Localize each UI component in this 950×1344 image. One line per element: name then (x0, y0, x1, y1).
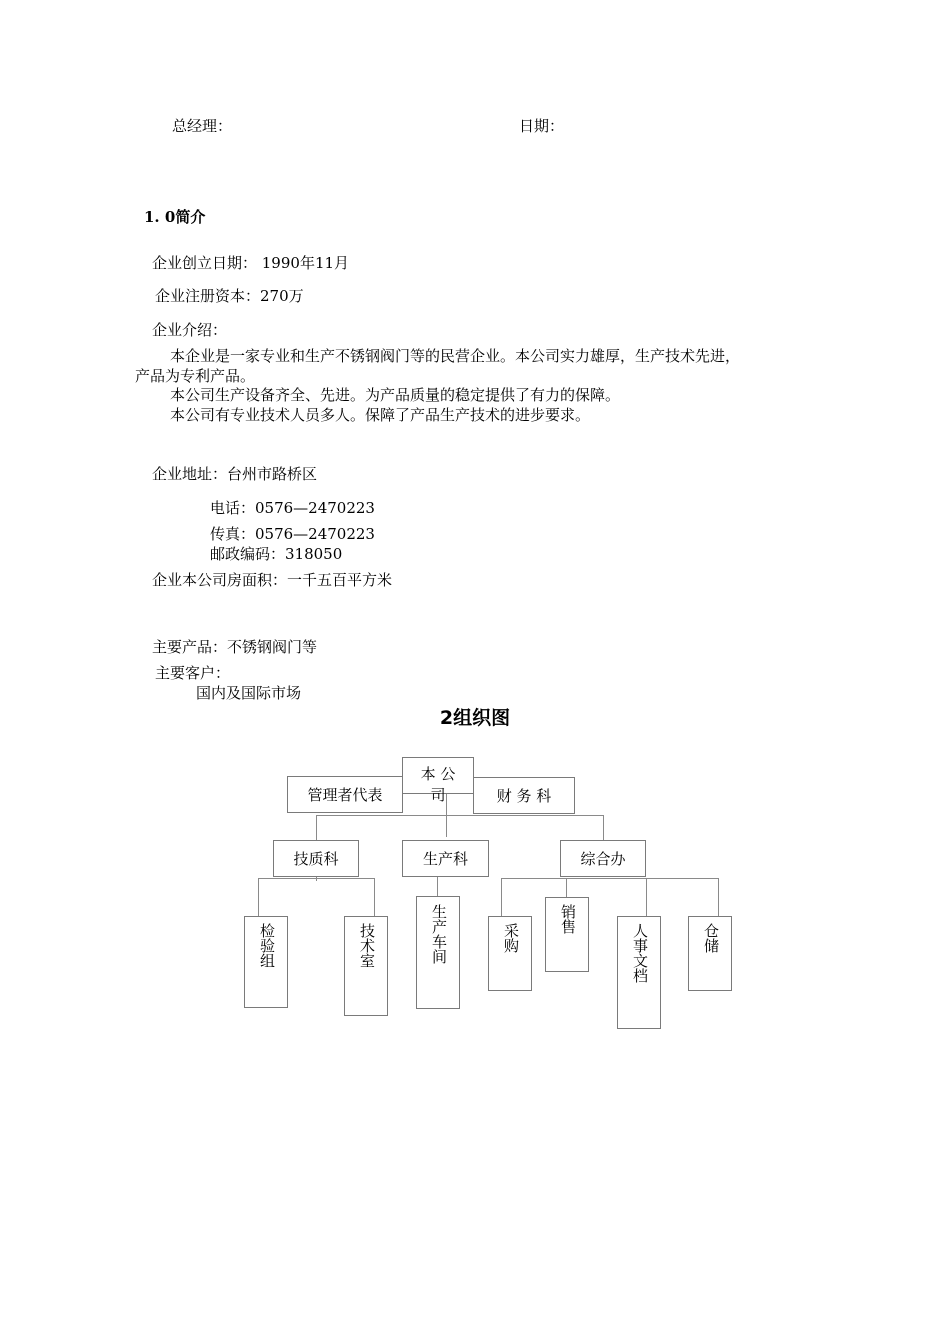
fax: 传真：0576—2470223 (210, 525, 375, 543)
org-box-tech-room (344, 916, 388, 1016)
org-label: 管理者代表 (307, 786, 383, 804)
connector-line (501, 878, 718, 879)
floor-area: 企业本公司房面积：一千五百平方米 (152, 571, 393, 589)
connector-line (316, 815, 317, 840)
intro-paragraph-1-cont: 产品为专利产品。 (135, 367, 256, 385)
registered-capital: 企业注册资本：270万 (155, 287, 304, 305)
org-box-warehouse (688, 916, 732, 991)
org-box-hr-archives (617, 916, 661, 1029)
connector-line (437, 877, 438, 897)
connector-line (566, 878, 567, 898)
org-box-production (402, 840, 489, 877)
org-box-sales (545, 897, 589, 972)
org-chart-title: 2组织图 (439, 707, 511, 729)
company-address: 企业地址：台州市路桥区 (152, 465, 318, 483)
intro-label: 企业介绍： (152, 321, 228, 339)
section-heading-intro: 1. 0简介 (144, 208, 206, 226)
date-label: 日期： (519, 117, 565, 135)
org-box-finance (473, 777, 575, 814)
intro-paragraph-2: 本公司生产设备齐全、先进。为产品质量的稳定提供了有力的保障。 (170, 386, 621, 404)
connector-line (603, 815, 604, 840)
org-label: 生产车间 (430, 904, 448, 964)
org-label: 检验组 (258, 923, 276, 968)
founded-date: 企业创立日期： 1990年11月 (152, 254, 350, 272)
connector-line (316, 815, 603, 816)
intro-paragraph-3: 本公司有专业技术人员多人。保障了产品生产技术的进步要求。 (170, 406, 591, 424)
org-label: 技术室 (358, 923, 376, 968)
org-label: 综合办 (580, 850, 626, 868)
postcode: 邮政编码：318050 (210, 545, 343, 563)
org-box-purchasing (488, 916, 532, 991)
org-box-workshop (416, 896, 460, 1009)
connector-line (258, 878, 259, 916)
connector-line (374, 878, 375, 916)
main-customers-label: 主要客户： (155, 664, 231, 682)
connector-line (646, 878, 647, 918)
main-customers: 国内及国际市场 (196, 684, 302, 702)
org-label: 采购 (502, 923, 520, 953)
phone: 电话：0576—2470223 (210, 499, 375, 517)
org-label: 仓储 (702, 923, 720, 953)
connector-line (718, 878, 719, 916)
main-products: 主要产品：不锈钢阀门等 (152, 638, 318, 656)
org-label: 销售 (559, 904, 577, 934)
org-box-general-office (560, 840, 646, 877)
org-label: 本 公 (420, 765, 456, 783)
connector-line (258, 878, 374, 879)
org-label: 财 务 科 (496, 787, 552, 805)
org-box-company (402, 757, 474, 804)
org-label: 人事文档 (631, 923, 649, 983)
org-label-clipped: 司 (430, 786, 446, 804)
org-box-tech-quality (273, 840, 359, 877)
connector-line (501, 878, 502, 918)
intro-paragraph-1: 本企业是一家专业和生产不锈钢阀门等的民营企业。本公司实力雄厚，生产技术先进， (170, 347, 741, 365)
general-manager-label: 总经理： (172, 117, 233, 135)
org-label: 生产科 (422, 850, 468, 868)
org-label: 技质科 (293, 850, 339, 868)
org-box-mgmt-rep (287, 776, 403, 813)
org-box-inspection (244, 916, 288, 1008)
